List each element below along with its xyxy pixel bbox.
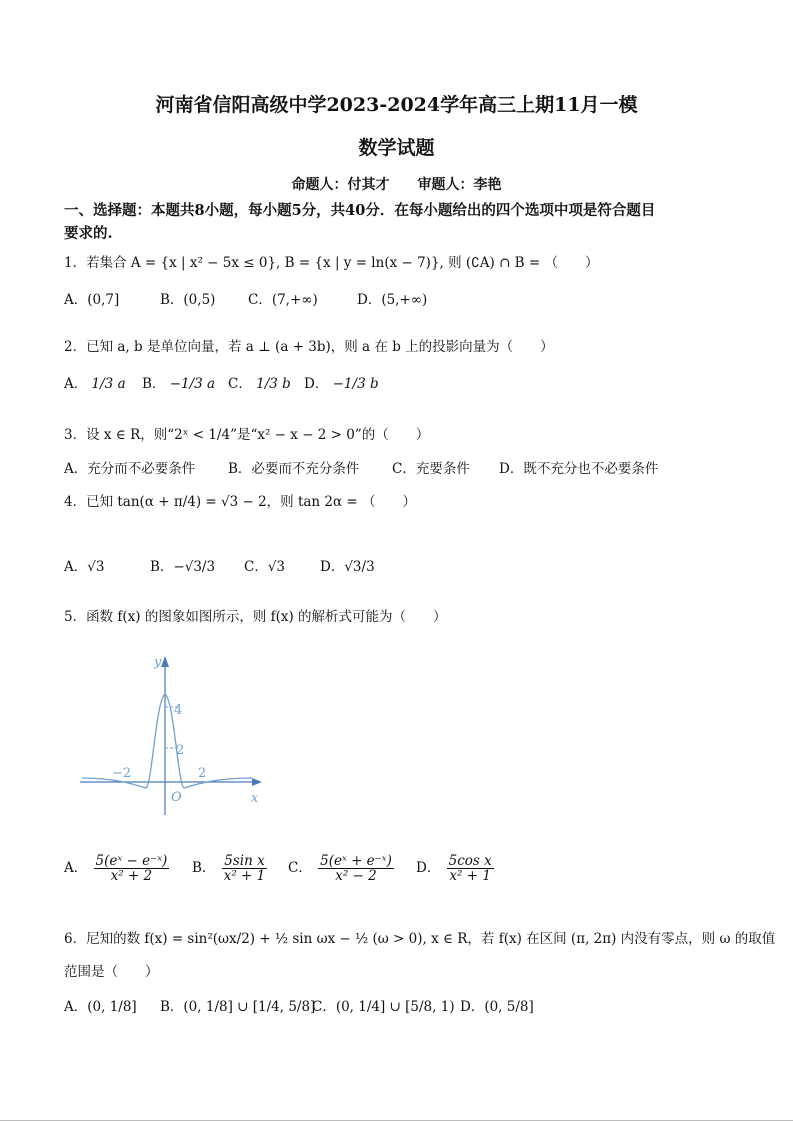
x-axis-arrow [252,778,262,786]
q5-option-a-frac [94,854,170,883]
q1-option-c[interactable]: C．(7,+∞) [248,292,318,308]
q5-option-b[interactable] [192,854,269,883]
q1-option-a[interactable]: A．(0,7] [64,292,120,308]
q5-option-d-frac [447,854,494,883]
page-title: 河南省信阳高级中学2023-2024学年高三上期11月一模 [155,94,638,116]
question-6-cont: 范围是（ ） [64,964,159,980]
q1-option-d[interactable]: D．(5,+∞) [357,292,428,308]
q5-option-a-num: 5(eˣ − e⁻ˣ) [95,853,168,869]
question-3: 3．设 x ∈ R，则“2ˣ < 1/4”是“x² − x − 2 > 0”的（ ） [64,427,430,443]
section-heading-cont: 要求的. [64,225,113,242]
q5-option-c-num: 5(eˣ + e⁻ˣ) [320,853,392,869]
q4-option-d[interactable]: D．√3/3 [320,559,375,575]
authors: 命题人：付其才 审题人：李艳 [291,177,502,193]
page-bottom-divider [0,1120,793,1121]
q5-option-c-den: x² − 2 [335,868,377,885]
question-5: 5．函数 f(x) 的图象如图所示，则 f(x) 的解析式可能为（ ） [64,609,447,625]
q6-option-b[interactable]: B．(0, 1/8] ∪ [1/4, 5/8] [160,999,316,1015]
q5-option-d-label: D． [416,860,441,877]
q5-option-b-frac [222,854,268,883]
q2-option-c-label: C． [228,376,252,392]
q6-option-d[interactable]: D．(0, 5/8] [460,999,534,1015]
y-label: y [154,655,162,670]
q2-option-c[interactable] [228,372,291,392]
question-1: 1．若集合 A = {x | x² − 5x ≤ 0}, B = {x | y = ln(x − 7)}, 则 (∁A) ∩ B = （ ） [64,255,599,271]
question-6: 6．尼知的数 f(x) = sin²(ωx/2) + ½ sin ωx − ½ (ω > 0), x ∈ R，若 f(x) 在区间 (π, 2π) 内没有零点，则 ω 的取值 [64,931,776,947]
tick-2-x-label: 2 [198,766,207,781]
x-label: x [251,791,259,806]
q5-option-c-label: C． [288,860,312,877]
q5-option-d-num: 5cos x [448,853,492,869]
origin-label: O [171,790,182,805]
q4-option-b[interactable]: B．−√3/3 [150,559,216,575]
tick-4-label: 4 [174,703,183,718]
function-curve [82,694,252,788]
question-2: 2．已知 a, b 是单位向量，若 a ⊥ (a + 3b)，则 a 在 b 上的投影向量为（ ） [64,339,554,355]
q2-option-b[interactable] [142,372,215,392]
q5-option-a-den: x² + 2 [110,868,153,885]
q5-option-d-den: x² + 1 [449,868,491,885]
section-heading: 一、选择题：本题共8小题，每小题5分，共40分．在每小题给出的四个选项中项是符合题目 [64,202,656,219]
q6-option-a[interactable]: A．(0, 1/8] [64,999,137,1015]
q3-option-a[interactable]: A．充分而不必要条件 [64,461,196,477]
q4-option-c[interactable]: C．√3 [244,559,286,575]
q5-option-c[interactable] [288,854,396,883]
q2-option-a[interactable] [64,372,126,392]
q5-option-b-den: x² + 1 [223,868,266,885]
q2-option-a-label: A． [64,376,88,392]
q3-option-d[interactable]: D．既不充分也不必要条件 [499,461,659,477]
q2-option-b-expr: −1/3 a [169,376,216,392]
q3-option-c[interactable]: C．充要条件 [392,461,470,477]
q5-option-a-label: A． [64,860,88,877]
q2-option-a-expr: 1/3 a [91,376,126,392]
q2-option-c-expr: 1/3 b [256,376,291,392]
q5-option-d[interactable] [416,854,496,883]
y-axis-arrow [161,656,169,667]
function-graph [76,650,266,820]
question-4: 4．已知 tan(α + π/4) = √3 − 2，则 tan 2α = （ ） [64,494,417,510]
tick-2-y-label: 2 [176,743,185,758]
q5-option-c-frac [318,854,394,883]
q6-option-c[interactable]: C．(0, 1/4] ∪ [5/8, 1) [312,999,455,1015]
q1-option-b[interactable]: B．(0,5) [160,292,216,308]
q3-option-b[interactable]: B．必要而不充分条件 [228,461,360,477]
page-subtitle: 数学试题 [358,137,435,159]
q2-option-d[interactable] [304,372,379,392]
q5-option-a[interactable] [64,854,171,883]
q5-option-b-label: B． [192,860,216,877]
q2-option-d-expr: −1/3 b [332,376,379,392]
q5-option-b-num: 5sin x [224,853,265,869]
q2-option-d-label: D． [304,376,329,392]
tick-neg2-label: −2 [112,766,132,781]
q4-option-a[interactable]: A．√3 [64,559,105,575]
q2-option-b-label: B． [142,376,166,392]
